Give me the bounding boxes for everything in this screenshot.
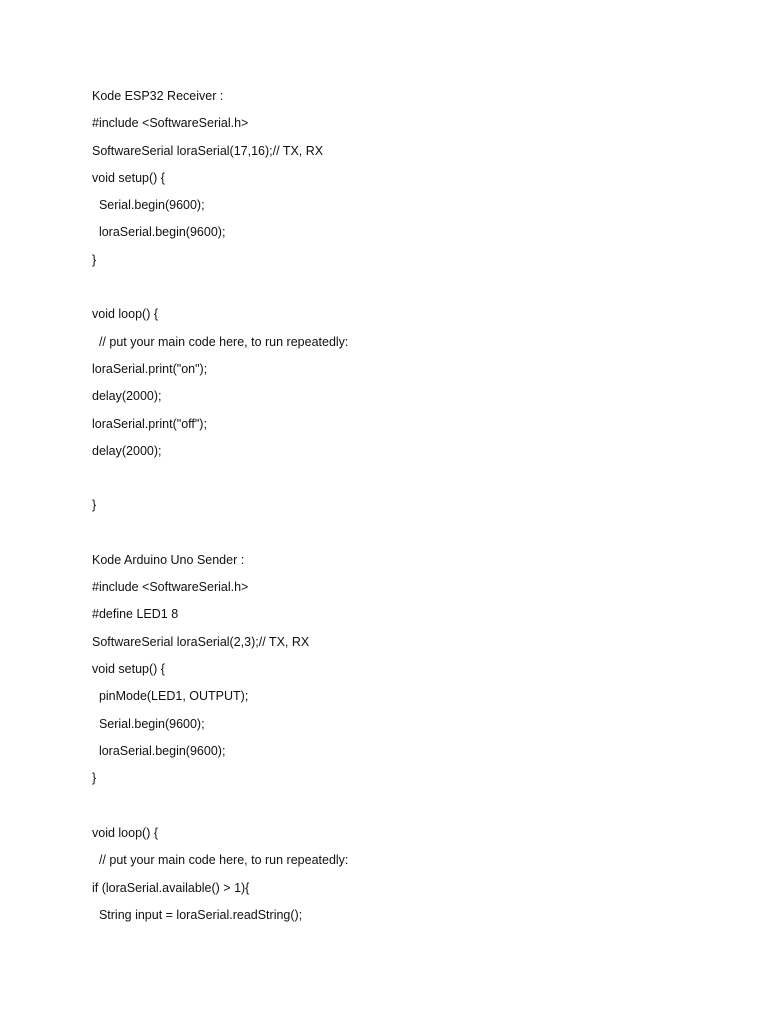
receiver-heading: Kode ESP32 Receiver :: [92, 89, 224, 103]
sender-code-line: SoftwareSerial loraSerial(2,3);// TX, RX: [92, 635, 310, 649]
sender-heading: Kode Arduino Uno Sender :: [92, 553, 245, 567]
sender-code-line: if (loraSerial.available() > 1){: [92, 881, 250, 895]
sender-code-line: #include <SoftwareSerial.h>: [92, 580, 249, 594]
sender-code-line: #define LED1 8: [92, 607, 179, 621]
receiver-code-line: loraSerial.print("off");: [92, 417, 207, 431]
sender-code-line: pinMode(LED1, OUTPUT);: [92, 689, 249, 703]
receiver-code-line: // put your main code here, to run repeatedly:: [92, 335, 349, 349]
receiver-code-line: delay(2000);: [92, 444, 162, 458]
sender-code-line: // put your main code here, to run repeatedly:: [92, 853, 349, 867]
sender-code-line: void setup() {: [92, 662, 165, 676]
receiver-code-line: #include <SoftwareSerial.h>: [92, 116, 249, 130]
sender-code-line: void loop() {: [92, 826, 159, 840]
receiver-code-line: loraSerial.print("on");: [92, 362, 208, 376]
sender-code-line: }: [92, 771, 97, 785]
receiver-code-line: loraSerial.begin(9600);: [92, 225, 226, 239]
sender-code-line: String input = loraSerial.readString();: [92, 908, 303, 922]
receiver-code-line: }: [92, 253, 97, 267]
receiver-code-line: Serial.begin(9600);: [92, 198, 205, 212]
sender-code-line: Serial.begin(9600);: [92, 717, 205, 731]
receiver-code-line: void loop() {: [92, 307, 159, 321]
receiver-code-line: }: [92, 498, 97, 512]
receiver-code-line: delay(2000);: [92, 389, 162, 403]
sender-code-line: loraSerial.begin(9600);: [92, 744, 226, 758]
receiver-code-line: void setup() {: [92, 171, 165, 185]
receiver-code-line: SoftwareSerial loraSerial(17,16);// TX, RX: [92, 144, 324, 158]
